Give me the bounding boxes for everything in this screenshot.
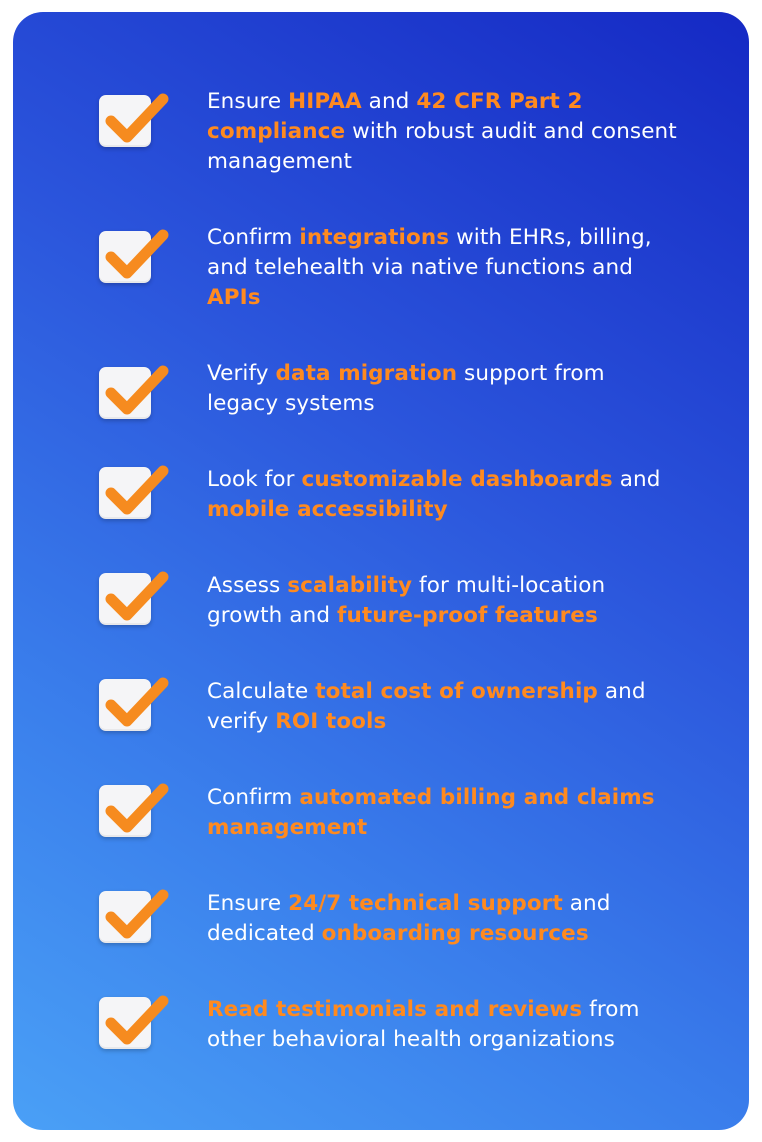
- body-text: and: [612, 467, 661, 492]
- highlight-text: future-proof features: [337, 603, 598, 628]
- body-text: for multi-location growth and: [207, 573, 606, 628]
- checklist-item-text: [207, 359, 677, 419]
- highlight-text: ROI tools: [275, 709, 387, 734]
- highlight-text: APIs: [207, 285, 261, 310]
- body-text: Calculate: [207, 679, 316, 704]
- checklist-item-text: [207, 995, 677, 1055]
- checklist-item-text: [207, 223, 677, 313]
- checklist-item-text: [207, 783, 677, 843]
- highlight-text: data migration: [275, 361, 458, 386]
- checked-checkbox-icon: [101, 779, 171, 837]
- checklist-card: [13, 12, 749, 1130]
- highlight-text: total cost of ownership: [315, 679, 598, 704]
- body-text: Verify: [207, 361, 276, 386]
- body-text: with EHRs, billing, and telehealth via native functions and: [207, 225, 652, 280]
- checked-checkbox-icon: [101, 673, 171, 731]
- body-text: Look for: [207, 467, 302, 492]
- highlight-text: 24/7 technical support: [288, 891, 563, 916]
- body-text: and: [361, 89, 417, 114]
- highlight-text: onboarding resources: [321, 921, 589, 946]
- body-text: and dedicated: [207, 891, 611, 946]
- checked-checkbox-icon: [101, 361, 171, 419]
- highlight-text: customizable dashboards: [301, 467, 613, 492]
- checklist-item-text: [207, 87, 677, 177]
- body-text: Ensure: [207, 89, 289, 114]
- checked-checkbox-icon: [101, 567, 171, 625]
- body-text: Ensure: [207, 891, 289, 916]
- body-text: and verify: [207, 679, 646, 734]
- highlight-text: 42 CFR Part 2 compliance: [207, 89, 583, 144]
- checklist-item-text: [207, 677, 677, 737]
- body-text: support from legacy systems: [207, 361, 605, 416]
- highlight-text: Read testimonials and reviews: [207, 997, 583, 1022]
- checklist-item-text: [207, 889, 677, 949]
- highlight-text: HIPAA: [288, 89, 362, 114]
- checked-checkbox-icon: [101, 89, 171, 147]
- highlight-text: automated billing and claims management: [207, 785, 655, 840]
- checklist-item-text: [207, 465, 677, 525]
- checked-checkbox-icon: [101, 885, 171, 943]
- body-text: Assess: [207, 573, 288, 598]
- highlight-text: scalability: [287, 573, 413, 598]
- body-text: Confirm: [207, 225, 300, 250]
- highlight-text: mobile accessibility: [207, 497, 448, 522]
- body-text: from other behavioral health organizations: [207, 997, 640, 1052]
- checked-checkbox-icon: [101, 225, 171, 283]
- checked-checkbox-icon: [101, 461, 171, 519]
- highlight-text: integrations: [299, 225, 450, 250]
- body-text: Confirm: [207, 785, 300, 810]
- checklist-item-text: [207, 571, 677, 631]
- body-text: with robust audit and consent management: [207, 119, 677, 174]
- checked-checkbox-icon: [101, 991, 171, 1049]
